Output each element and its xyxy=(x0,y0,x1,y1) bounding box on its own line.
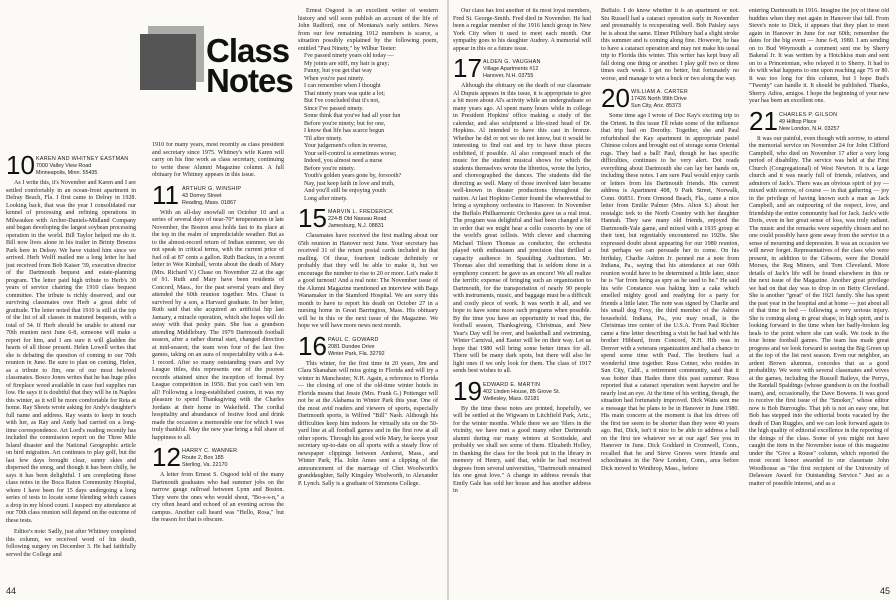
class-notes-text: Buffalo. I do know whether it is an apartment or not. Stu Russell had a cataract operation early in November and presumably is recuperating well. Bob Paisley says he is about the same. Elmer Pillsbury had a slight stroke this summer and is coming along fine. However, he has to have a cataract operation and may not make his usual trip to Florida this winter. This writer has kept busy all fall doing one thing or another. I play golf two or three times each week. I get no better, but fortunately no worse, and manage to win a buck or two along the way. xyxy=(601,8,739,82)
class-year-number: 20 xyxy=(601,83,630,113)
right-column-1 xyxy=(453,8,591,590)
left-column-1 xyxy=(6,150,136,590)
class-notes-text: It was our painful, even though with sorrow, to attend the memorial service on November 24 for John Clifford Campbell, who died on November 17 after a very long period of disability. The service was held at the First Church (Congregational) of West Newton. It is a large church and it was nearly full of friends, relatives, and admirers of Jack's. There was an obvious spirit of joy — mixed with sorrow, of course — in that gathering — joy in the privilege of having known such a man as Jack Campbell, and an outpouring of the respect, love, and friendship the entire community had for Jack. Jack's wife Doris, even in her great sense of loss, was truly radiant. The music and the remarks were superbly chosen and no one could possibly have gone away from the service in a sense of mourning and depression. It was an occasion we will never forget. Representatives of the class who were present, in addition to the Gibsons, were the Donald Morses, the Reg Miners, and Tom Cleveland. More details of Jack's life will be found elsewhere in this or the next issue of the Magazine. Another great privilege we had on that day was to drop in on Betty Cleveland. She is another "great" of the 1921 family. She has spent the past year in the hospital and at home — just about all of that time in bed — following a very serious injury. She is coming along in great shape, in high spirit, and is looking forward to the time when her badly-broken leg heals to the point where she can walk. We took in the four home football games. The team has made great progress and we look forward to seeing the Big Green up at the top of the list next season. Even our neighbor, an ardent Brown alumnus, concedes that as a good probability. We were with several classmates and wives at the games, including the Russell Baileys, the Perrys, the Randall Spaldings (whose grandson is on the football team), and, occasionally, the Dave Bowens. It was good to receive the first issue of the "Smoker," whose editor now is Bob Burroughs. That job is not an easy one, but Bob has stepped into the editorial boots vacated by the death of Dan Ruggles, and we can look forward again to the high quality of editorial excellence in the reporting of the doings of the class. Some of you might not have caught the item in the November issue of this magazine under the "Give a Rouse" column, which reported the most recent honor awarded to our classmate John Woodhouse as "the first recipient of the University of Delaware Award for Outstanding Service." Just as a matter of possible interest, and as a xyxy=(749,135,889,487)
page-number-left: 44 xyxy=(6,586,17,596)
class-year-number: 17 xyxy=(453,53,482,83)
class-year-number: 10 xyxy=(6,150,35,180)
class-notes-text: With an all-day snowfall on October 10 and a series of several days of near-70° temperatures in late November, the Boston area holds fast to its place at the top in the realm of unpredictable weather. But as to the almost-record return of Indian summer, we do not speak in critical terms, with the current price of fuel oil at 87 cents a gallon. Ruth Backus, in a recent letter to Wee Kimball, wrote about the death of Mary (Mrs. Richard V.) Chase on November 22 at the age of 91. Ruth and Mary have been residents of Concord, Mass., for the past several years and they attended the 60th reunion together. Mrs. Chase is survived by a son, a Harvard graduate. In her letter, Ruth said that she acquired an artificial hip last January, a miracle operation, which she hopes will do away with that pesky pain. She has a grandson attending Middlebury. The 1979 Dartmouth football season, after a rather dismal start, changed direction at mid-season; the team won four of the last five games, taking on an aura of respectability with a 4-4-1 record. After so many outstanding years and Ivy League titles, this represents one of the poorest records attained since the inception of formal Ivy League competition in 1956. But you can't win 'em all! Following a long-established custom, it was my pleasure to spend Thanksgiving with the Charles Jordans at their home in Wakefield. The cordial hospitality and abundance of festive food and drink made the occasion a memorable one for which I was truly thankful. May the new year bring a full share of happiness to all. xyxy=(152,209,284,441)
class-year-number: 11 xyxy=(152,179,179,210)
class-year-number: 16 xyxy=(298,330,327,361)
poem-line: Nay, just keep faith in love and truth, xyxy=(304,180,395,187)
secretary-address: PAUL C. GOWARD 2081 Dundee Drive Winter Park, Fla. 32792 xyxy=(328,336,385,357)
poem-line: Your judgement's often in reverse, xyxy=(304,143,388,149)
class-entry-17 xyxy=(453,53,591,83)
class-entry-10 xyxy=(6,150,136,180)
section-title: Class Notes xyxy=(206,32,293,99)
class-notes-text: Ernest Osgood is an excellent writer of western history and will soon publish an account of the life of John Radford, one of Montana's early settlers. News from our few remaining 1912 members is scarce, a situation possibly explained by the following poem, entitled "Past Ninety," by Wilbur Teeter: xyxy=(298,8,438,52)
poem-line: Some think that you've had all your fun xyxy=(304,113,401,119)
poem-line: I've passed ninety years old today — xyxy=(304,53,394,59)
right-page xyxy=(449,0,896,600)
class-entry-11 xyxy=(152,179,284,210)
class-notes-text: Some time ago I wrote of Doc Kay's exciting trip to the Orient. In this issue I'll relate some of the influence that trip had on Dorothy. Together, she and Paul refurbished the Kay apartment in appropriate pastel Chinese colors and brought out of storage some Oriental rugs. They had a ball! Paul, though he has specific difficulties, continues to be very alert. Dot reads everything about Dartmouth she can lay her hands on, including these notes. I am sure Paul would enjoy cards or letters from his Dartmouth friends. His current address is Apartment 408, 9 Park Street, Norwalk, Conn. 06851. From Ormond Beach, Fla., came a nice letter from Emilie Palmer (Mrs. Alton S.) about her nostalgic trek to the North Country with her daughter Hannah. They saw many old friends, enjoyed the Dartmouth-Yale game, and mixed with a 1935 group at their tent, but regrettably encountered no 1920s. She expressed doubt about appearing for our 1980 reunion, but perhaps we can persuade her to come. On his birthday, Charlie Ashton Jr. penned me a note from Indiana, Pa., saying that his attendance at our 60th reunion would have to be determined a little later, since he is "far from being as spry as he used to be." He said his wife Constance was baking him a cake which smelled mighty good and readying for a party for friends a little later. The note was signed by Charlie and his small dog Foxy, the third member of the Ashton household. Indiana, Pa., you may recall, is the Christmas tree center of the U.S.A. From Paul Richter came a fine letter describing a visit he had had with his brother Hibbard, from Concord, N.H. Hib was in Denver with a veterans organization and had a chance to spend some time with Paul. The brothers had a wonderful time together. Russ Cotner, who resides in Sun City, Calif., a retirement community, said that it was hotter than Hades there this past summer. Russ reported that a cataract operation went haywire and he nearly lost an eye. At the time of his writing, though, the situation had fortunately improved. Dick Watts sent me a message that he plans to be in Hanover in June 1980. His main concern at the moment is that his drives off the first tee seem to be shorter than they were 40 years ago. But, Dick, isn't it nice to be able to address a ball on the first tee whatever we at our age! See you in Hanover in June. Dick Goddard in Cromwell, Conn., recalled that he and Steve Graves were friends and schoolmates in the New London, Conn., area before Dick moved to Winthrop, Mass., before xyxy=(601,113,739,472)
poem-line: That ninety years was quite a lot; xyxy=(304,90,385,97)
secretary-address: ARTHUR G. WINSHIP 43 Dorrey Street Reading, Mass. 01867 xyxy=(182,185,242,206)
poem-past-ninety xyxy=(304,53,438,203)
poem-line: I can remember when I thought xyxy=(304,83,381,89)
secretary-address: MARVIN L. FREDERICK 224-B Old Nassau Road Jamesburg, N.J. 08831 xyxy=(328,209,394,229)
class-year-number: 19 xyxy=(453,375,482,406)
poem-line: Before you're ninety. xyxy=(304,165,355,172)
page-number-right: 45 xyxy=(879,586,890,596)
class-notes-text: entering Dartmouth in 1916. Imagine the joy of these old buddies when they met again in Hanover that fall. From Steve's note to Dick, it appears that they plan to meet again in Hanover in June for our 60th; remember the dates for the big event — June 6-8, 1980. I am sending on to Bud Weymouth a comment sent me by Sherry Bakeral Jr. It was written by a Hotchkiss man and sent on to a Princetonian, who relayed it to Sherry. It had to do with what happens to one upon reaching age 75 or 80. It was too long for this column, but I hope Bud's "Twenty" can handle it. It should be published. Thanks, Sherry. Adios, amigos. I hope the beginning of your new year has been an excellent one. xyxy=(749,8,889,104)
secretary-address: WILLIAM A. CARTER 17426 North 99th Drive Sun City, Ariz. 85373 xyxy=(631,89,689,109)
poem-line: But I've concluded that it's not, xyxy=(304,98,380,104)
class-entry-21 xyxy=(749,105,889,136)
poem-line: I know that life has scarce begun xyxy=(304,128,385,134)
poem-line: Funny, but you get that way xyxy=(304,68,372,74)
class-notes-text: 1910 for many years, most recently as class president and secretary since 1975. Whitney's wife Karen will carry on his fine work as class secretary, continuing to write these Alumni Magazine column. A full obituary for Whitney appears in this issue. xyxy=(152,142,284,178)
class-notes-title-block xyxy=(140,22,293,140)
left-page xyxy=(0,0,447,600)
class-year-number: 15 xyxy=(298,203,327,233)
poem-line: Your self-control is sometimes worse; xyxy=(304,150,397,157)
class-entry-20 xyxy=(601,83,739,113)
class-entry-16 xyxy=(298,330,438,361)
class-notes-text: Classmates have received the first mailing about our 65th reunion in Hanover next June. Your secretary has received 31 of the return postal cards included in that mailing. Of these, fourteen indicate definitely or probably that they will be able to make it, but we encourage the number to rise to 20 or more. Let's make it a good turnout! And a real note: The November issue of the Alumni Magazine mentioned an interview with Bags Wanamaker in the Stamford Hospital. We are sorry this month to have to report his death on October 27 in a nursing home in Great Barrington, Mass. His obituary will be in this or the next issue of the Magazine. We hope we will have more news next month. xyxy=(298,233,438,329)
class-notes-text: This winter, for the first time in 20 years, Jim and Clara Shanahan will miss going to Florida and will try a winter in Manchester, N.H. Again, a reference to Florida — the closing of one of the old-time winter hotels in Florida means that Jessie (Mrs. Frank G.) Pottenger will not be at the Alabama in Winter Park this year. One of the most avid readers and viewers of sports, especially Dartmouth sports, is Wilfred "Bill" Nash. Although his difficulties keep him indoors he virtually sits on the 50-yard line at all football games and in the first row at all other sports. Through his good wife Mary, he keeps your secretary up-to-date on all sports with a steady flow of newspaper clippings between Amherst, Mass., and Winter Park, Fla. John Ames sent a clipping of the announcement of the marriage of Chet Woolworth's granddaughter, Sally Kingsley Woolworth, to Alexander P. Lynch. Sally is a graduate of Simmons College. xyxy=(298,360,438,487)
class-year-number: 21 xyxy=(749,105,778,136)
editor-note: Editor's note: Sadly, just after Whitney completed this column, we received word of his death, following surgery on December 3. He had faithfully served the College and xyxy=(6,529,136,558)
class-notes-text: Although the obituary on the death of our classmate Al Dupuis appears in this issue, it is appropriate to give a bit more about Al's activity while an undergraduate so many years ago. Al spent many hours while in college in President Hopkins' office making a study of the calendar, and also sculptured a life-sized head of Dr. Hopkins. Al intended to have this cast in bronze. Whether he did or not we do not know, but it would be interesting to find out and try to have these pieces exhibited, if possible. Al also composed much of the music for the student musical shows for which the students themselves wrote the librettos, wrote the lyrics, and choreographed the dances. The students did the directing as well. Many of those involved later became well-known in theater productions throughout the nation. At last Hopkins Center found the wherewithal to bring a symphony orchestra to Hanover. In November the Buffalo Philharmonic Orchestra gave us a real treat. The program was delightful and had been changed a bit in order that we might hear a cello concerto by one of the world's great cellists. With clever and charming Michael Tilson Thomas as conductor, the orchestra played with enthusiasm and precision that thrilled a capacity audience in Spaulding Auditorium. Mr. Thomas also did something that is seldom done in a symphony concert: he gave us an encore! We all realize the terrific expense of bringing such an organization to Dartmouth, for the transportation of nearly 90 people with instruments, music, and baggage must be a difficult and costly piece of work. It was worth it all, and we hope to have some more such programs when possible. By the time you have an opportunity to read this, the football season, Thanksgiving, Christmas, and New Year's Day will be over, and basketball and swimming, Winter Carnival, and Easter will be on their way. Let us hope that 1980 will bring some better times for all. There will be many dark spots, but there will also be light ones if we only look for them. The class of 1917 sends best wishes to all. xyxy=(453,83,591,374)
secretary-address: HARRY C. WANNER Route 2, Box 185 Sterling, Va. 22170 xyxy=(182,448,238,468)
secretary-address: ALDEN G. VAUGHAN Village Apartments #12 Hanover, N.H. 03755 xyxy=(483,59,541,79)
secretary-address: CHARLES P. GILSON 49 Hilltop Place New London, N.H. 03257 xyxy=(779,111,840,132)
poem-line: Long after ninety. xyxy=(304,195,348,202)
right-column-3 xyxy=(749,8,889,590)
secretary-address: KAREN AND WHITNEY EASTMAN 7000 Valley View Road Minneapolis, Minn. 55435 xyxy=(36,156,129,176)
class-notes-text: Our class has lost another of its most loyal members, Fred St. George-Smith. Fred died in November. He had been a regular member of the 1916 lunch group in New York City when it used to meet each month. Our sympathy goes to his daughter Audrey. A memorial will appear in this or a future issue. xyxy=(453,8,591,52)
left-column-3 xyxy=(298,8,438,590)
class-notes-text: As I write this, it's November and Karen and I are settled comfortably in an ocean-front apartment in Delray Beach, Fla. I first came to Delray in 1928. Looking back, that was the year I consolidated our kennel of processing and refining operations in Milwaukee with Archer-Daniels-Midland Company and began developing the largest soybean processing operation in the world. Bill Taylor helped me do it. Bill now lives alone in his trailer in Brinty Breezes Park here in Delray. We have visited him since we arrived. Herb Wolff mailed me a long letter he had just received from Bob Kaiser '39, executive director of the Dartmouth bequest and estate-planning program. The letter paid high tribute to Herb's 30 years of service chairing the 1910 class bequest committee. The tribute is richly deserved, and our surviving classmates owe Herb a great debt of gratitude. The letter noted that 1910 is still at the top of the list of all classes in matured bequests, with a total of 34. If Herb should be unable to attend our 70th reunion next June 6-8, someone will make a report for him, and I am sure it will gladden the hearts of all those present. Helen Lowell writes that she is debating the question of coming to our 70th reunion in June. Be sure to plan on coming, Helen, as a tribute to Jim, one of our most beloved classmates. Bosco Jones writes that he has huge piles of fireplace wood available in case fuel supplies run low. He says it is doubtful that they will be in Naples this winter, as it will be more comfortable for Reta at home. Ray Sheets wrote asking for Andy's daughter's full name and address. Ray wants to keep in touch with her, as Ray and Andy had carried on a long-time correspondence. Art Lord's reading recently has included the commission report on the Three Mile Island disaster and the National Geographic article on bird migration. Art continues to play golf, but the last few days brought clear, sunny skies and dispersed the smog, and though it has been chilly, he says it has been delightful. I am completing these class notes in the Boca Raton Community Hospital, where I have been for 15 days undergoing a long series of tests to locate some bleeding which causes a drop in my blood count. I suspect my attendance at our 70th class reunion will depend on the outcome of these tests. xyxy=(6,180,136,524)
poem-line: Since I've passed ninety. xyxy=(304,105,364,112)
poem-line: And you'll still be enjoying youth xyxy=(304,188,386,194)
secretary-address: EDWARD E. MARTIN 402 Linden House, 85 Grove St. Wellesley, Mass. 02181 xyxy=(483,381,561,402)
class-entry-19 xyxy=(453,375,591,406)
right-column-2 xyxy=(601,8,739,590)
poem-line: Before you're ninety; but for one, xyxy=(304,120,386,127)
class-entry-15 xyxy=(298,203,438,233)
poem-line: 'Til after ninety. xyxy=(304,135,343,142)
poem-line: My joints are stiff, my hair is gray; xyxy=(304,60,390,67)
title-graphic-square xyxy=(140,34,196,90)
left-column-2 xyxy=(152,142,284,590)
class-notes-text: By the time these notes are printed, hopefully, we will be settled at the Wigwam in Litchfield Park, Ariz., for the winter months. While there we are 'filers in the vicinity, we have met a good many other Dartmouth alumni during our many winters at Scottsdale, and probably we shall see some of them. Elizabeth Holley, in thanking the class for the book put in the library in memory of Henry, said that, while he had received degrees from several universities, "Dartmouth remained his one great love." A change in address reveals that Emily Gale has sold her house and has another address in xyxy=(453,405,591,494)
class-entry-12 xyxy=(152,442,284,472)
class-year-number: 12 xyxy=(152,442,181,472)
poem-line: When you're past ninety. xyxy=(304,75,365,82)
poem-line: Indeed, you almost need a nurse xyxy=(304,158,383,164)
poem-line: Youth's golden years gone by, forsooth? xyxy=(304,173,402,179)
class-notes-text: A letter from Ernest S. Osgood told of the many Dartmouth graduates who had summer jobs on the narrow gauge railroad between Lynn and Boston. They were the ones who would shout, "Bo-s-s-n," a cry often heard and echoed of an evening across the campus. Another call heard was "Hello, Rosa," but the reason for that is obscure. xyxy=(152,472,284,523)
